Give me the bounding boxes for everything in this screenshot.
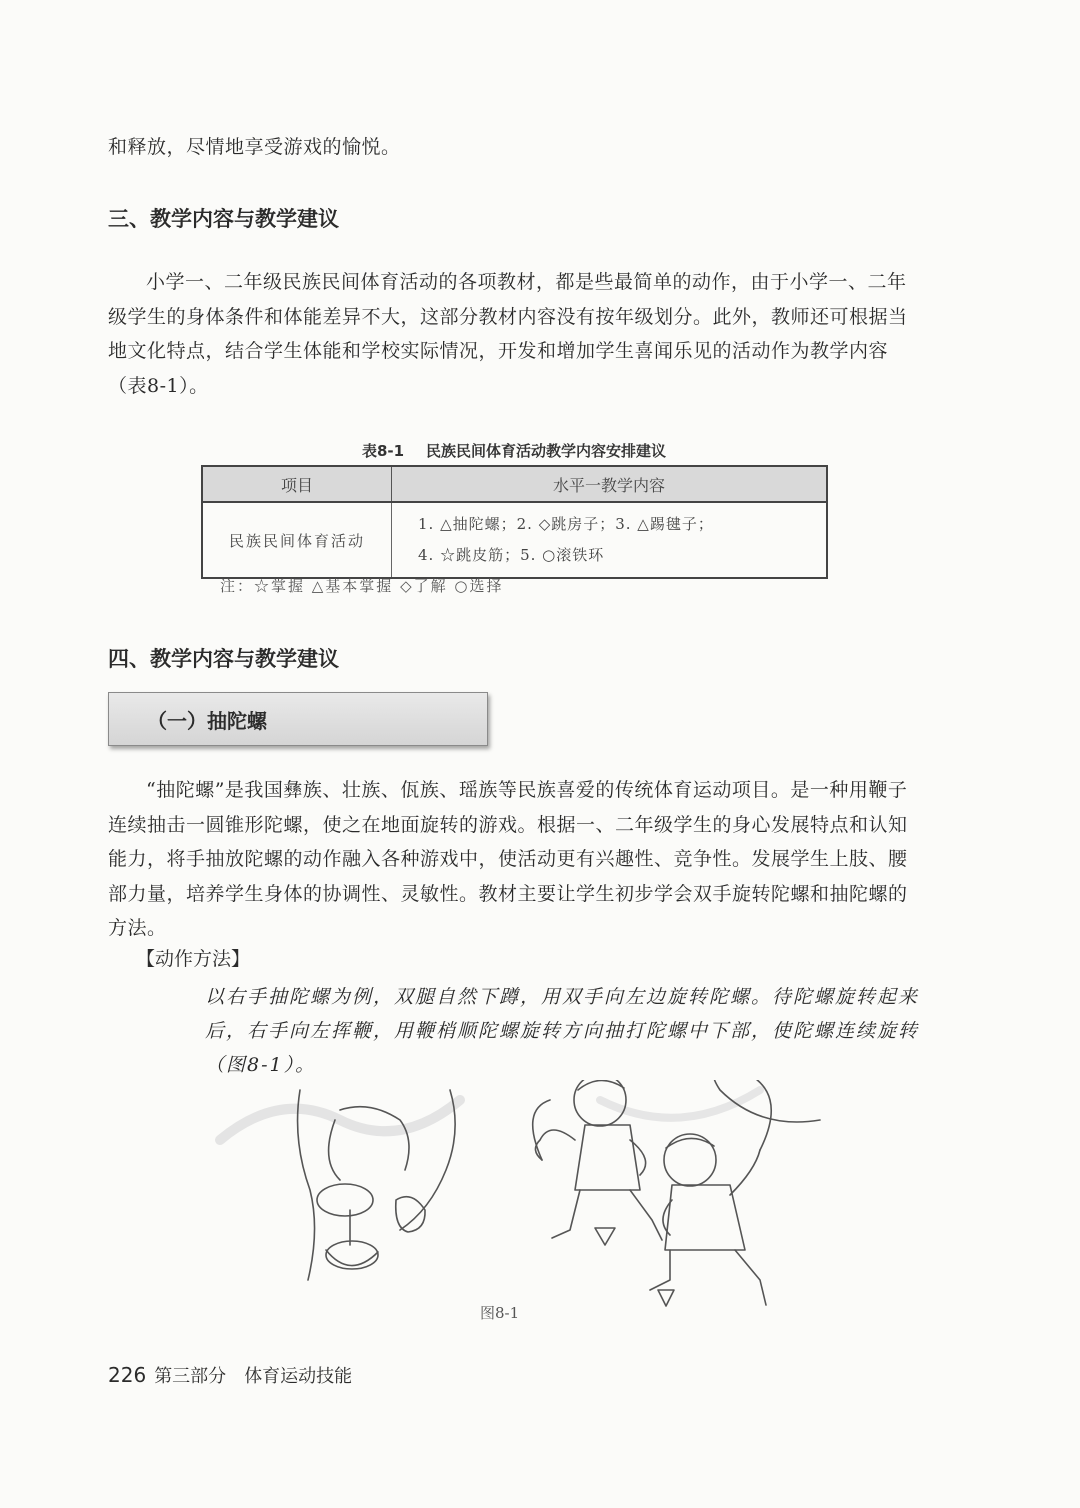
table-caption [200, 440, 828, 461]
footer-part: 第三部分 [154, 1366, 227, 1387]
table-content-line2: 4. ☆跳皮筋；5. ○滚铁环 [418, 546, 605, 564]
table-header-item: 项目 [202, 466, 392, 502]
intro-tail-text: 和释放，尽情地享受游戏的愉悦。 [108, 136, 401, 158]
table-note: 注：☆掌握 △基本掌握 ◇了解 ○选择 [220, 577, 504, 595]
table-header-content: 水平一教学内容 [392, 466, 828, 502]
table-content-line1: 1. △抽陀螺；2. ◇跳房子；3. △踢毽子； [418, 515, 714, 533]
section3-heading: 三、教学内容与教学建议 [108, 207, 339, 231]
method-text: 以右手抽陀螺为例，双腿自然下蹲，用双手向左边旋转陀螺。待陀螺旋转起来后，右手向左挥鞭，用鞭梢顺陀螺旋转方向抽打陀螺中下部，使陀螺连续旋转（图8-1）。 [205, 986, 920, 1076]
subheading-box [108, 692, 488, 746]
page-footer [108, 1362, 352, 1388]
section3-paragraph: 小学一、二年级民族民间体育活动的各项教材，都是些最简单的动作，由于小学一、二年级学生的身体条件和体能差异不大，这部分教材内容没有按年级划分。此外，教师还可根据当地文化特点，结合学生体能和学校实际情况，开发和增加学生喜闻乐见的活动作为教学内容（表8-1）。 [108, 271, 908, 397]
table-header-row [202, 466, 827, 502]
spinning-top-illustration [200, 1080, 890, 1320]
page-number: 226 [108, 1363, 147, 1387]
table-cell-content [392, 502, 828, 578]
teaching-content-table [201, 465, 828, 579]
table-row [202, 502, 827, 578]
section4-heading: 四、教学内容与教学建议 [108, 647, 339, 671]
method-label: 【动作方法】 [136, 948, 251, 970]
subheading-text: （一）抽陀螺 [147, 709, 267, 733]
figure-caption: 图8-1 [480, 1304, 520, 1322]
table-cell-item: 民族民间体育活动 [202, 502, 392, 578]
footer-section: 体育运动技能 [244, 1366, 353, 1387]
table-caption-title: 民族民间体育活动教学内容安排建议 [426, 442, 667, 460]
section4-paragraph: “抽陀螺”是我国彝族、壮族、佤族、瑶族等民族喜爱的传统体育运动项目。是一种用鞭子连续抽击一圆锥形陀螺，使之在地面旋转的游戏。根据一、二年级学生的身心发展特点和认知能力，将手抽放陀螺的动作融入各种游戏中，使活动更有兴趣性、竞争性。发展学生上肢、腰部力量，培养学生身体的协调性、灵敏性。教材主要让学生初步学会双手旋转陀螺和抽陀螺的方法。 [108, 779, 908, 939]
table-caption-number: 表8-1 [361, 442, 405, 460]
